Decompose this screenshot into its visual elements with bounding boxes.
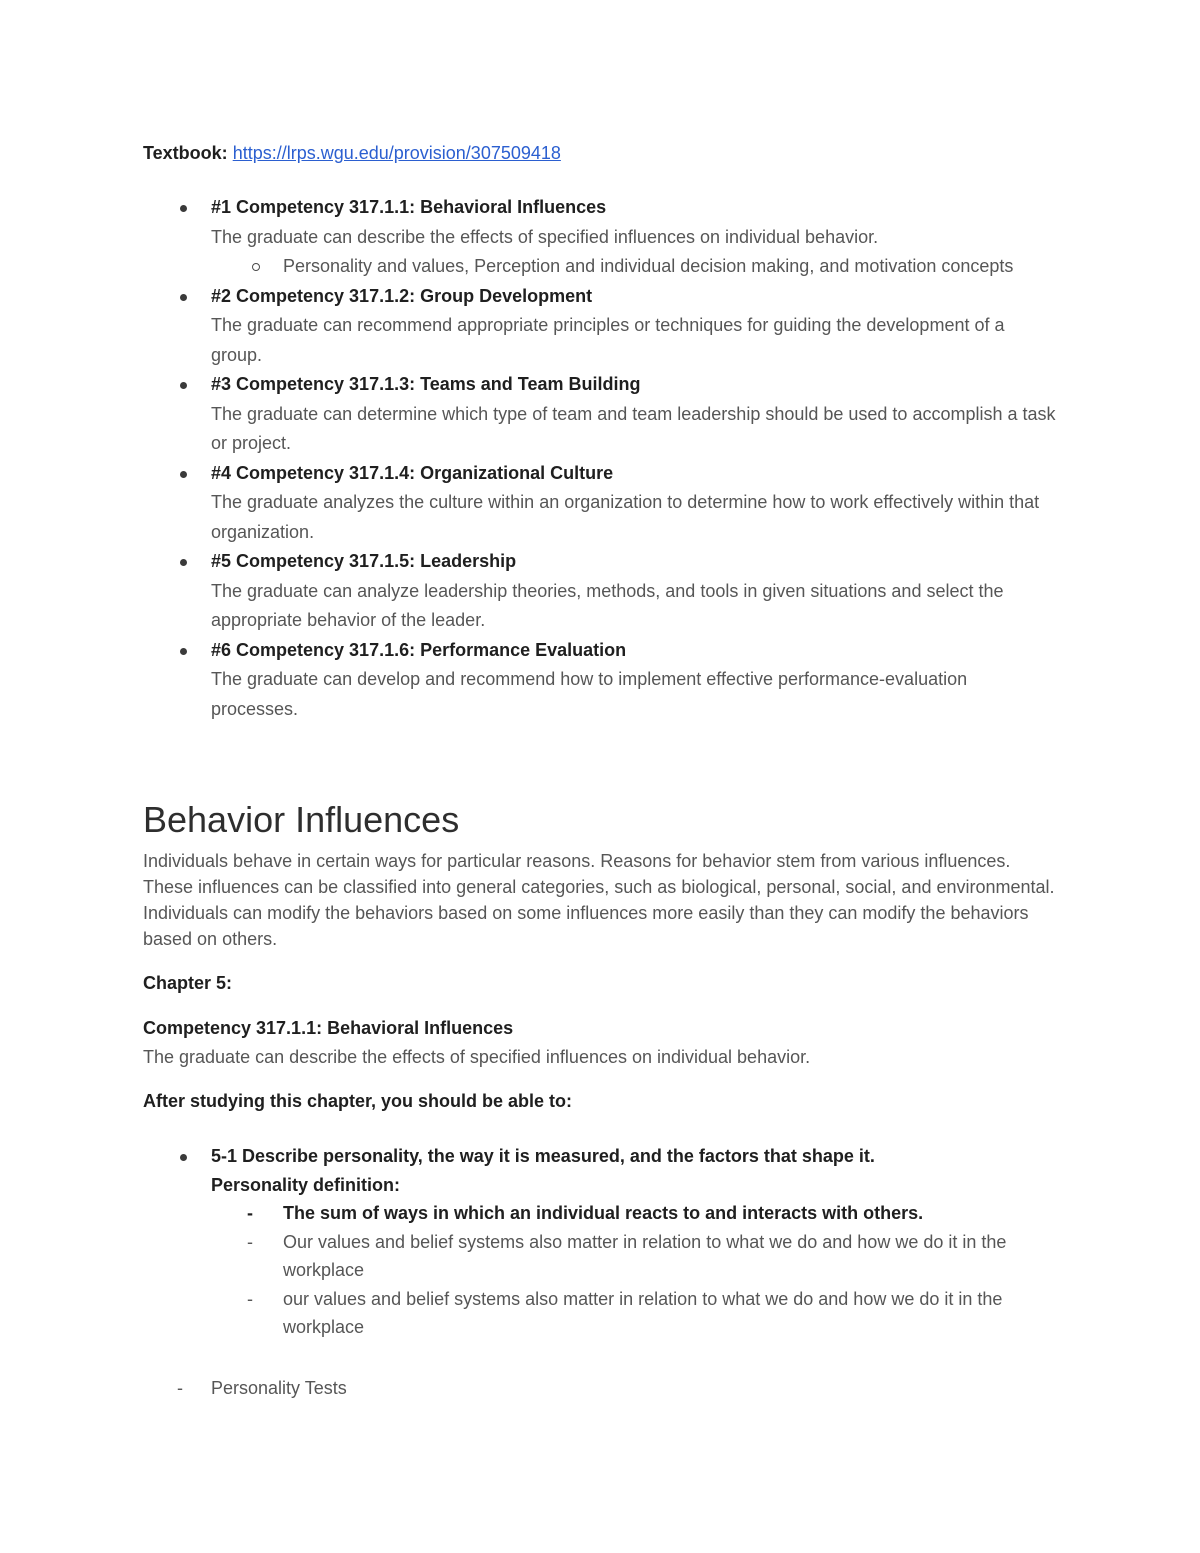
- competency-item-5: [143, 547, 1057, 636]
- objective-subtitle: Personality definition:: [211, 1174, 401, 1195]
- competency-item-6: [143, 636, 1057, 725]
- definition-item: [211, 1199, 1057, 1228]
- definition-text: Our values and belief systems also matter in relation to what we do and how we do it in the workplace: [283, 1231, 1007, 1280]
- objectives-lead: After studying this chapter, you should be able to:: [143, 1091, 573, 1111]
- definition-list: [211, 1199, 1057, 1342]
- textbook-link[interactable]: https://lrps.wgu.edu/provision/307509418: [232, 143, 561, 163]
- competency-sub-list: [211, 252, 1057, 282]
- competency-description: The graduate can describe the effects of specified influences on individual behavior.: [211, 226, 879, 247]
- competency-description: The graduate can analyze leadership theories, methods, and tools in given situations and select the appropriate behavior of the leader.: [211, 580, 1004, 630]
- competency-description: The graduate can recommend appropriate principles or techniques for guiding the development of a group.: [211, 315, 1005, 365]
- dash-icon: -: [247, 1288, 253, 1309]
- bullet-icon: [180, 547, 211, 636]
- bullet-icon: [180, 636, 211, 725]
- objective-item: [143, 1142, 1057, 1342]
- competency-heading-description: The graduate can describe the effects of specified influences on individual behavior.: [143, 1047, 811, 1067]
- competency-item-3: [143, 370, 1057, 459]
- competency-title: #2 Competency 317.1.2: Group Development: [211, 285, 593, 306]
- competency-heading-block: [143, 1014, 1057, 1072]
- dash-icon: -: [247, 1203, 253, 1223]
- competency-heading: Competency 317.1.1: Behavioral Influences: [143, 1018, 514, 1038]
- competency-sub-text: Personality and values, Perception and individual decision making, and motivation concepts: [283, 256, 1014, 276]
- textbook-line: [143, 141, 1057, 165]
- competency-title: #3 Competency 317.1.3: Teams and Team Building: [211, 374, 641, 394]
- competency-item-2: [143, 282, 1057, 371]
- competency-description: The graduate can determine which type of team and team leadership should be used to accomplish a task or project.: [211, 403, 1056, 453]
- competency-title: #6 Competency 317.1.6: Performance Evaluation: [211, 639, 627, 660]
- chapter-label: Chapter 5:: [143, 973, 233, 993]
- dash-icon: -: [177, 1377, 183, 1398]
- competency-description: The graduate analyzes the culture within an organization to determine how to work effectively within that organization.: [211, 492, 1040, 542]
- hollow-bullet-icon: [252, 252, 283, 282]
- competency-item-4: [143, 459, 1057, 548]
- competency-item-1: [143, 193, 1057, 282]
- trailing-list-item: [143, 1374, 1057, 1402]
- textbook-label: Textbook:: [143, 143, 228, 163]
- bullet-icon: [180, 193, 211, 282]
- objective-title: 5-1 Describe personality, the way it is measured, and the factors that shape it.: [211, 1146, 875, 1166]
- competency-title: #4 Competency 317.1.4: Organizational Culture: [211, 462, 614, 483]
- bullet-icon: [180, 282, 211, 371]
- intro-paragraph: Individuals behave in certain ways for particular reasons. Reasons for behavior stem from various influences. These influences can be classified into general categories, such as biological, personal, social, and environmental. Individuals can modify the behaviors based on some influences more easily than they can modify the behaviors based on others.: [143, 851, 1055, 949]
- trailing-item-text: Personality Tests: [211, 1377, 347, 1398]
- page-title: Behavior Influences: [143, 799, 460, 840]
- competency-sub-item: [211, 252, 1057, 282]
- competency-title: #1 Competency 317.1.1: Behavioral Influences: [211, 197, 607, 217]
- definition-item: [211, 1285, 1057, 1342]
- definition-item: [211, 1228, 1057, 1285]
- bullet-icon: [180, 1142, 211, 1342]
- competency-list: [143, 193, 1057, 724]
- competency-title: #5 Competency 317.1.5: Leadership: [211, 551, 517, 571]
- objectives-list: [143, 1142, 1057, 1342]
- bullet-icon: [180, 459, 211, 548]
- definition-text: The sum of ways in which an individual reacts to and interacts with others.: [283, 1203, 924, 1223]
- dash-icon: -: [247, 1231, 253, 1252]
- definition-text: our values and belief systems also matter in relation to what we do and how we do it in the workplace: [283, 1288, 1003, 1337]
- competency-description: The graduate can develop and recommend how to implement effective performance-evaluation processes.: [211, 669, 968, 719]
- bullet-icon: [180, 370, 211, 459]
